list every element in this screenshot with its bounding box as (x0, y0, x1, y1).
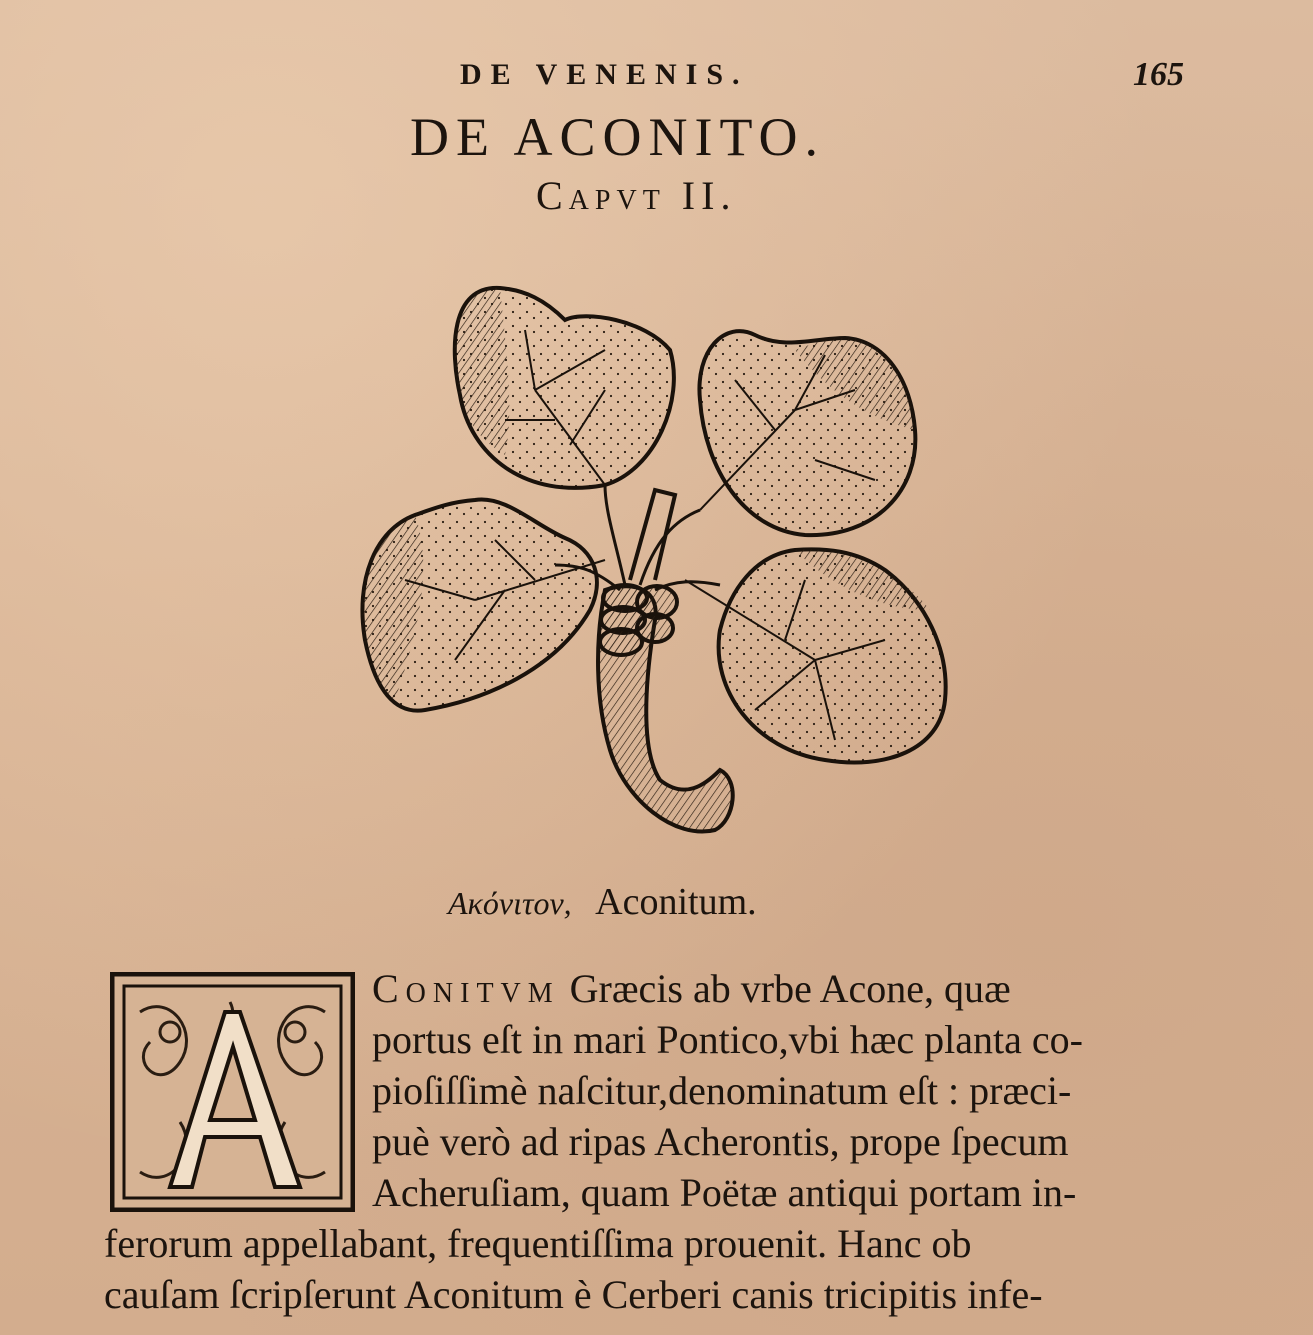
text-line-2: portus eſt in mari Pontico,vbi hæc planta co- (372, 1017, 1083, 1062)
opening-word: Conitvm (372, 966, 560, 1011)
caption-greek: Ακόνιτον, (448, 885, 572, 921)
running-head: DE VENENIS. (460, 58, 749, 91)
text-line-3: pioſiſſimè naſcitur,denominatum eſt : præci- (372, 1068, 1072, 1113)
text-line-5: Acheruſiam, quam Poëtæ antiqui portam in- (372, 1170, 1077, 1215)
text-line-4: puè verò ad ripas Acherontis, prope ſpecum (372, 1119, 1069, 1164)
chapter-title: DE ACONITO. (410, 107, 826, 167)
line-1-text: Græcis ab vrbe Acone, quæ (569, 966, 1011, 1011)
caption-latin: Aconitum. (595, 881, 757, 923)
chapter-number: Capvt II. (536, 173, 737, 218)
text-line-7: cauſam ſcripſerunt Aconitum è Cerberi canis tricipitis infe- (104, 1272, 1043, 1317)
page-number: 165 (1133, 56, 1184, 93)
text-line-1 (372, 963, 1011, 1014)
text-line-6: ferorum appellabant, frequentiſſima prouenit. Hanc ob (104, 1221, 972, 1266)
